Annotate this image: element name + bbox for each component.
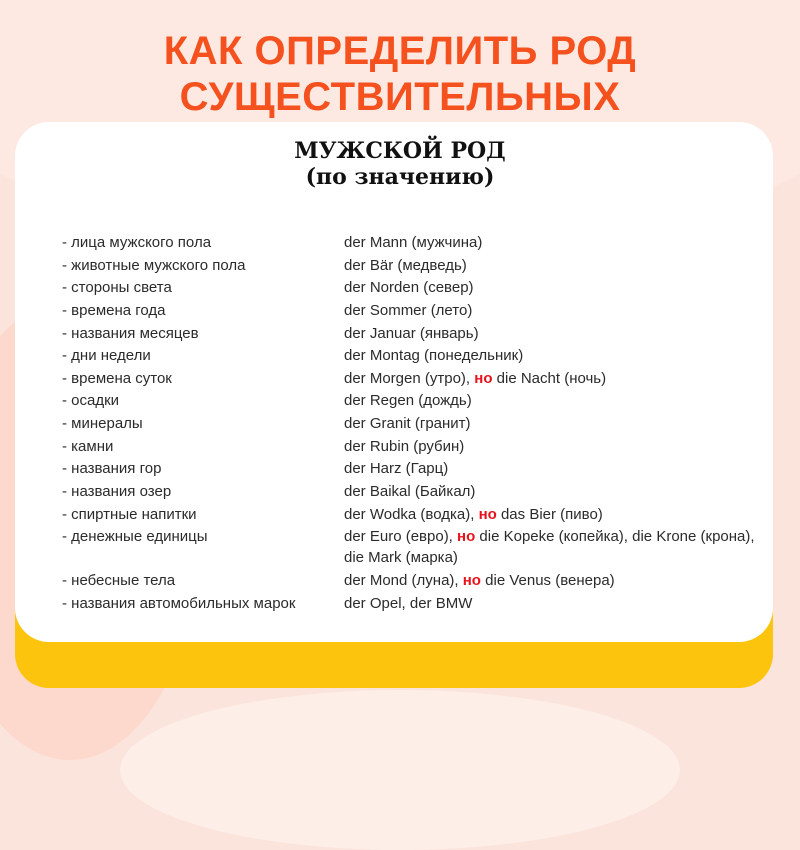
example-text: der Baikal (Байкал) bbox=[344, 483, 476, 501]
rule-row bbox=[62, 345, 762, 366]
rule-example bbox=[344, 323, 759, 344]
page-title-line-2: СУЩЕСТВИТЕЛЬНЫХ bbox=[179, 75, 621, 119]
section-heading-line-2: (по значению) bbox=[305, 164, 495, 190]
rule-example bbox=[344, 277, 759, 298]
rule-example bbox=[344, 570, 759, 591]
example-text: der Granit (гранит) bbox=[344, 415, 471, 433]
example-text: das Bier (пиво) bbox=[496, 505, 603, 523]
exception-marker: но bbox=[457, 528, 476, 546]
exception-marker: но bbox=[478, 505, 497, 523]
example-text: der Mann (мужчина) bbox=[344, 234, 483, 251]
rule-row bbox=[62, 593, 762, 614]
rule-row bbox=[62, 570, 762, 591]
example-text: der Wodka (водка), bbox=[344, 505, 479, 523]
section-heading bbox=[0, 138, 800, 190]
rule-row bbox=[62, 368, 762, 389]
exception-marker: но bbox=[462, 571, 481, 589]
rule-row bbox=[62, 323, 762, 344]
rule-row bbox=[62, 436, 762, 457]
page-title bbox=[0, 28, 800, 120]
example-text: der Morgen (утро), bbox=[344, 369, 475, 387]
rule-category: - названия автомобильных марок bbox=[62, 594, 296, 612]
example-text: der Montag (понедельник) bbox=[344, 347, 524, 365]
rule-category: - стороны света bbox=[62, 279, 172, 297]
rule-category: - названия месяцев bbox=[62, 324, 199, 342]
rule-example bbox=[344, 593, 759, 614]
example-text: der Norden (север) bbox=[344, 279, 474, 297]
rule-category: - названия гор bbox=[62, 460, 162, 478]
example-text: der Opel, der BMW bbox=[344, 594, 473, 612]
example-text: der Euro (евро), bbox=[344, 528, 458, 546]
rule-row bbox=[62, 504, 762, 525]
rule-category: - осадки bbox=[62, 392, 120, 410]
rule-row bbox=[62, 277, 762, 298]
example-text: die Venus (венера) bbox=[480, 571, 615, 589]
rule-example bbox=[344, 300, 759, 321]
rule-example bbox=[344, 436, 759, 457]
rule-example bbox=[344, 458, 759, 479]
page-title-line-1: КАК ОПРЕДЕЛИТЬ РОД bbox=[163, 29, 637, 73]
rule-category: - небесные тела bbox=[62, 571, 176, 589]
rule-example bbox=[344, 481, 759, 502]
example-text: der Harz (Гарц) bbox=[344, 460, 449, 478]
example-text: die Nacht (ночь) bbox=[492, 369, 607, 387]
example-text: die Kopeke (копейка), die Krone (крона), die Mark (марка) bbox=[344, 528, 755, 567]
example-text: der Bär (медведь) bbox=[344, 256, 467, 274]
rule-category: - времена суток bbox=[62, 369, 172, 387]
rule-example bbox=[344, 345, 759, 366]
background-shape-bottom bbox=[120, 690, 680, 850]
rule-example bbox=[344, 232, 759, 253]
rule-category: - камни bbox=[62, 437, 114, 455]
example-text: der Mond (луна), bbox=[344, 571, 463, 589]
rule-row bbox=[62, 481, 762, 502]
exception-marker: но bbox=[474, 369, 493, 387]
rule-category: - животные мужского пола bbox=[62, 256, 246, 274]
rule-row bbox=[62, 232, 762, 253]
rule-category: - названия озер bbox=[62, 483, 172, 501]
rule-category: - лица мужского пола bbox=[62, 234, 212, 251]
rule-row bbox=[62, 526, 762, 568]
rule-example bbox=[344, 368, 759, 389]
rule-category: - дни недели bbox=[62, 347, 151, 365]
rule-category: - денежные единицы bbox=[62, 528, 208, 546]
rule-example bbox=[344, 390, 759, 411]
rule-example bbox=[344, 504, 759, 525]
example-text: der Sommer (лето) bbox=[344, 301, 473, 319]
rule-category: - времена года bbox=[62, 301, 166, 319]
rule-example bbox=[344, 255, 759, 276]
example-text: der Januar (январь) bbox=[344, 324, 479, 342]
example-text: der Regen (дождь) bbox=[344, 392, 472, 410]
rule-row bbox=[62, 413, 762, 434]
rule-row bbox=[62, 300, 762, 321]
example-text: der Rubin (рубин) bbox=[344, 437, 465, 455]
rule-row bbox=[62, 255, 762, 276]
rule-row bbox=[62, 390, 762, 411]
section-heading-line-1: МУЖСКОЙ РОД bbox=[294, 138, 506, 164]
rule-example bbox=[344, 526, 759, 568]
rule-row bbox=[62, 458, 762, 479]
rule-category: - спиртные напитки bbox=[62, 505, 197, 523]
rule-example bbox=[344, 413, 759, 434]
rule-category: - минералы bbox=[62, 415, 143, 433]
rule-list bbox=[62, 232, 762, 615]
